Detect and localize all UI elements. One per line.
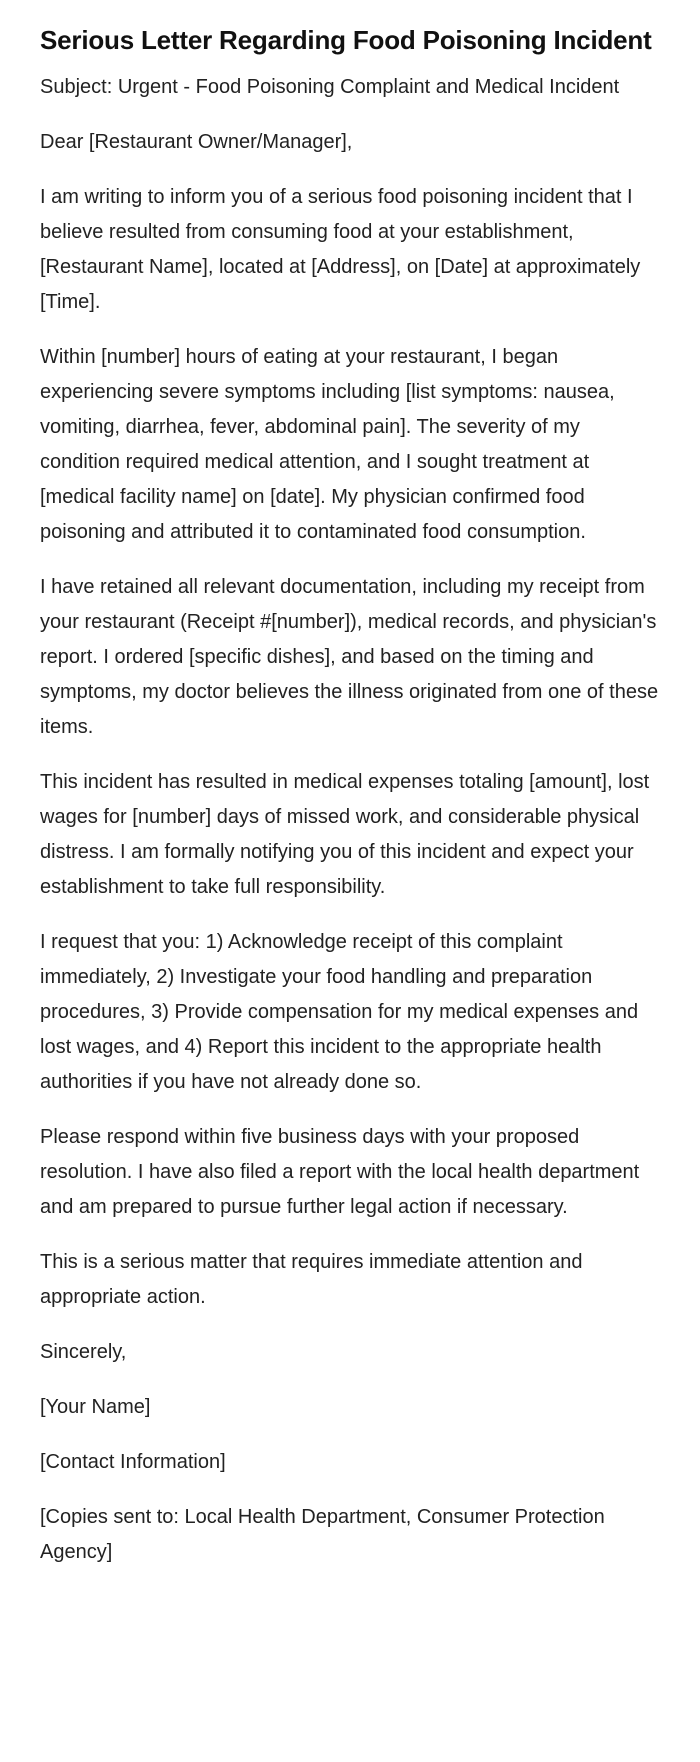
sign-off: Sincerely, xyxy=(40,1341,127,1363)
body-paragraph-closing: This is a serious matter that requires immediate attention and appropriate action. xyxy=(40,1251,583,1308)
body-paragraph-documentation: I have retained all relevant documentation, including my receipt from your restaurant (Receipt #[number]), medical records, and physician's report. I ordered [specific dishes], and based on the timing and symptoms, my doctor believes the illness originated from one of these items. xyxy=(40,576,659,738)
copies-note: [Copies sent to: Local Health Department, Consumer Protection Agency] xyxy=(40,1506,605,1563)
sender-contact: [Contact Information] xyxy=(40,1451,226,1473)
body-paragraph-symptoms: Within [number] hours of eating at your restaurant, I began experiencing severe symptoms including [list symptoms: nausea, vomiting, diarrhea, fever, abdominal pain]. The severity of my condition required medical attention, and I sought treatment at [medical facility name] on [date]. My physician confirmed food poisoning and attributed it to contaminated food consumption. xyxy=(40,346,615,543)
document-title: Serious Letter Regarding Food Poisoning Incident xyxy=(40,25,652,55)
body-paragraph-deadline: Please respond within five business days with your proposed resolution. I have also filed a report with the local health department and am prepared to pursue further legal action if necessary. xyxy=(40,1126,640,1218)
body-paragraph-requests: I request that you: 1) Acknowledge receipt of this complaint immediately, 2) Investigate your food handling and preparation procedures, 3) Provide compensation for my medical expenses and lost wages, and 4) Report this incident to the appropriate health authorities if you have not already done so. xyxy=(40,931,639,1093)
subject-line: Subject: Urgent - Food Poisoning Complaint and Medical Incident xyxy=(40,76,620,98)
body-paragraph-incident: I am writing to inform you of a serious food poisoning incident that I believe resulted from consuming food at your establishment, [Restaurant Name], located at [Address], on [Date] at approximately [Time]. xyxy=(40,186,641,313)
body-paragraph-damages: This incident has resulted in medical expenses totaling [amount], lost wages for [number] days of missed work, and considerable physical distress. I am formally notifying you of this incident and expect your establishment to take full responsibility. xyxy=(40,771,650,898)
salutation: Dear [Restaurant Owner/Manager], xyxy=(40,131,353,153)
sender-name: [Your Name] xyxy=(40,1396,151,1418)
